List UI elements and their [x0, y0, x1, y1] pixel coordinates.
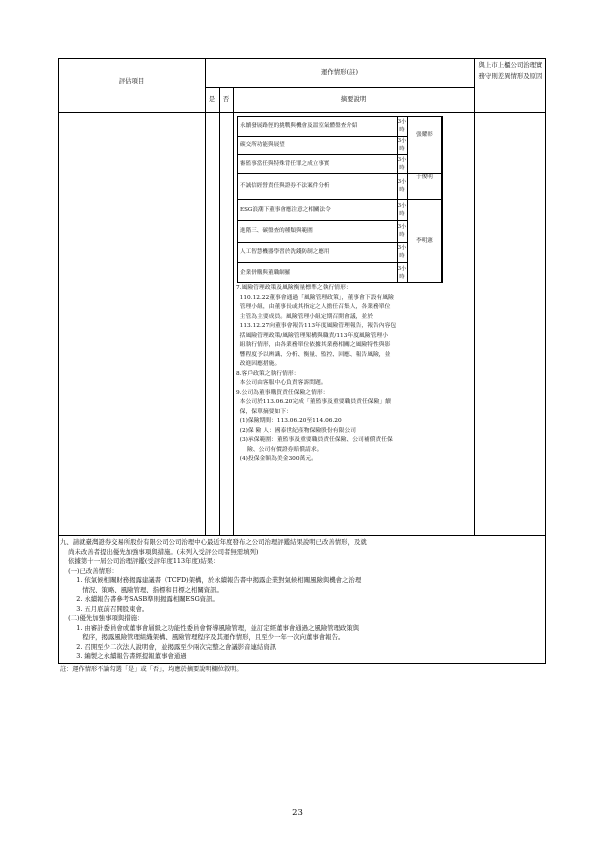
text-line: 110.12.22董事會通過「風險管理政策」，董事會下設有風險 [236, 294, 394, 301]
text-line: 3. 五月底前召開股東會。 [60, 604, 149, 613]
section-left-rule [58, 536, 59, 663]
text-line: 險、公司有價證券賠償請求。 [236, 446, 323, 453]
trainee-name: 李明憲 [416, 238, 433, 244]
text-line: 改進因應措施。 [236, 361, 281, 367]
text-line: 2. 召開至少二次法人說明會，並揭露至少兩次完整之會議影音連結資訊 [60, 642, 277, 651]
text-line: 3. 編製之永續報告書經提報董事會通過 [60, 652, 187, 660]
text-line: (3)承保範圍：董監事及重要職員責任保險、公司補償責任保 [236, 437, 393, 443]
text-line: (1)保險期間：113.06.20至114.06.20 [236, 418, 342, 424]
column-header-item: 評估項目 [118, 77, 145, 85]
training-topic: 人工智慧機器學習於洗錢防制之應用 [240, 249, 330, 255]
text-line: (一)已改善情形： [60, 566, 118, 575]
training-topic: 企業併購與董職網羅 [240, 269, 291, 276]
footnote: 註：運作情形不論勾選「是」或「否」，均應於摘要說明欄位敘明。 [60, 666, 243, 673]
training-topic: 進階三、碳盤查的種類與範圍 [240, 228, 313, 234]
trainee-name: 于俊明 [416, 173, 433, 180]
training-hours: 3小時 [397, 156, 407, 171]
table-rule [233, 87, 234, 536]
text-line: 響程度予以辨識、分析、衡量、監控、回應、報告風險，並 [236, 351, 391, 358]
column-header-yes: 是 [208, 95, 216, 103]
training-hours: 3小時 [397, 179, 407, 193]
text-line: 括風險管理政策/風險管理架構與職責/113年度風險管理小 [236, 332, 388, 339]
training-topic: ESG浪潮下董事會應注意之相關法令 [240, 206, 331, 213]
text-line: 九、請就臺灣證券交易所股份有限公司公司治理中心最近年度發布之公司治理評鑑結果說明已改善情形，及就 [60, 538, 367, 546]
text-line: 依據第十一屆公司治理評鑑(受評年度113年度)結果： [60, 557, 220, 565]
text-line: 8.客戶政策之執行情形： [236, 370, 300, 377]
column-header-no: 否 [222, 95, 230, 103]
text-line: (2)保 險 人：國泰世紀產物保險股份有限公司 [236, 427, 356, 434]
section-nine-text [60, 538, 544, 662]
section-right-rule [545, 536, 546, 663]
text-line: 本公司於113.06.20完成「董監事及重要職員責任保險」續 [236, 399, 391, 405]
text-line: 情況、策略、風險管理、指標和目標之相關資訊。 [60, 585, 223, 594]
text-line: 113.12.27向董事會報告113年度風險管理報告，報告內容包 [236, 323, 397, 329]
table-rule [205, 87, 474, 88]
text-line: (4)投保金額為美金300萬元。 [236, 456, 317, 462]
section-bottom-rule [58, 663, 546, 664]
training-hours: 3小時 [397, 138, 407, 152]
training-topic: 不誠信經營責任與證券不法案件分析 [240, 183, 330, 189]
training-hours: 3小時 [397, 265, 407, 280]
training-topic: 審監事當任與特殊背任罪之成立事實 [240, 160, 330, 167]
text-line: 2. 永續報告書參考SASB準則揭露相關ESG資訊。 [60, 595, 219, 603]
text-line: 組執行情形，由各業務單位依據其業務相關之風險特性與影 [236, 342, 391, 348]
summary-text [236, 284, 472, 465]
training-hours: 3小時 [397, 245, 407, 259]
training-topic: 碳交所功能與展望 [240, 142, 285, 148]
text-line: 尚未改善者提出優先加強事項與措施。(未列入受評公司者無需填列) [60, 547, 259, 556]
text-line: 本公司由客服中心負責客訴問題。 [236, 380, 327, 386]
training-hours: 3小時 [397, 119, 407, 133]
table-rule [219, 87, 220, 536]
training-hours: 3小時 [397, 202, 407, 217]
text-line: 保，保單摘要如下： [236, 408, 292, 415]
text-line: 1. 由審計委員會或董事會層級之功能性委員會督導風險管理，並訂定經董事會通過之風險管理政策與 [60, 623, 360, 632]
training-rule [442, 116, 443, 283]
column-header-summary: 摘要說明 [340, 95, 367, 103]
text-line: 9.公司為董事購買責任保險之情形： [236, 389, 329, 396]
table-rule [205, 58, 206, 536]
page-number: 23 [292, 808, 303, 818]
training-hours: 3小時 [397, 224, 407, 238]
text-line: (二)優先加強事項與措施： [60, 614, 144, 622]
text-line: 管理小組，由董事長或其指定之人擔任召集人，各業務單位 [236, 304, 391, 310]
column-header-operation: 運作情形(註) [321, 68, 358, 76]
text-line: 1. 依氣候相關財務揭露建議書（TCFD)架構，於永續報告書中揭露企業對氣候相關風險與機會之治理 [60, 576, 362, 584]
trainee-name: 張耀彰 [416, 132, 433, 138]
text-line: 主管為主要成員。風險管理小組定期召開會議，並於 [236, 313, 374, 320]
training-topic: 永續發展路徑的挑戰與機會及溫室氣體盤查介紹 [240, 123, 358, 129]
text-line: 程序，揭露風險管理組織架構、風險管理程序及其運作情形，且至少一年一次向董事會報告。 [60, 633, 345, 641]
table-rule [58, 112, 546, 113]
column-header-diff: 與上市上櫃公司治理實務守則差異情形及原因 [478, 61, 543, 80]
text-line: 7.風險管理政策及風險衡量標準之執行情形： [236, 285, 352, 291]
table-rule [474, 58, 475, 536]
